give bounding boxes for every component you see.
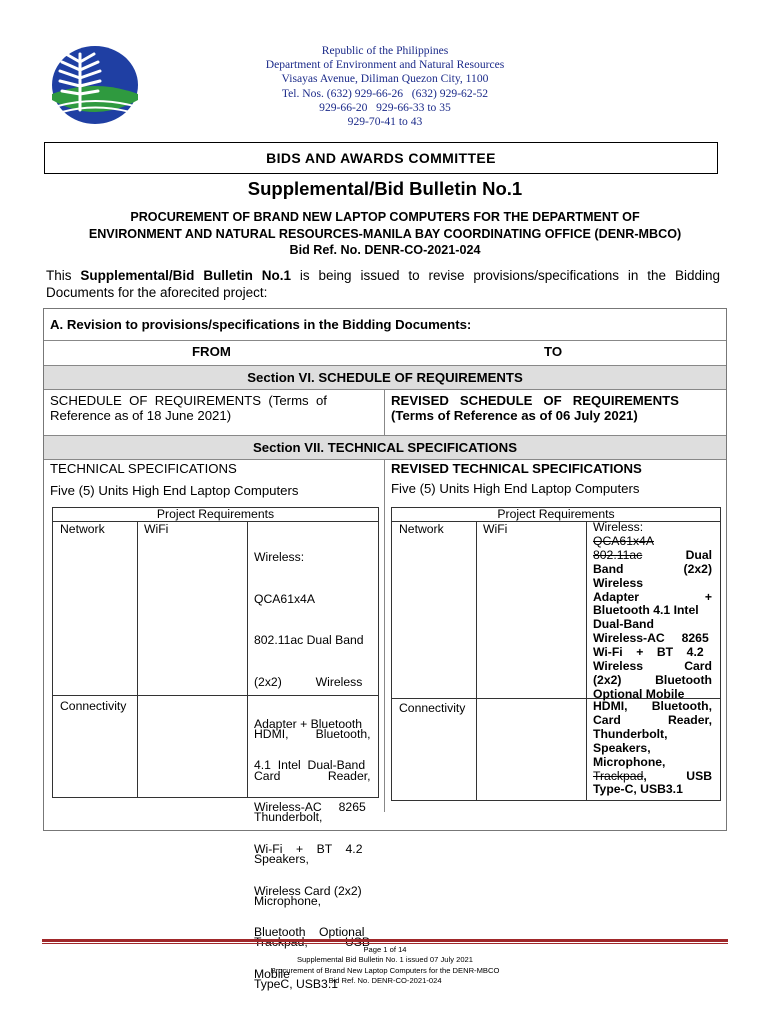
section-a-heading: A. Revision to provisions/specifications in the Bidding Documents: — [50, 317, 472, 332]
network-label: Network — [60, 522, 105, 536]
schedule-from: Reference as of 18 June 2021) — [50, 408, 232, 423]
revised-wireless-spec: Wireless: QCA61x4A 802.11ac Dual Band (2x2) Wireless Adapter + Bluetooth 4.1 Intel Dual-Band Wireless-AC 8265 Wi-Fi + BT 4.2 Wireless Card (2x2) Bluetooth Optional Mobile — [593, 520, 712, 701]
project-requirements-header: Project Requirements — [497, 507, 615, 521]
wifi-label: WiFi — [483, 522, 508, 536]
connectivity-label: Connectivity — [60, 699, 127, 713]
bid-ref: Bid Ref. No. DENR-CO-2021-024 — [289, 243, 481, 257]
intro-bold: Supplemental/Bid Bulletin No.1 — [80, 268, 291, 283]
schedule-to: (Terms of Reference as of 06 July 2021) — [391, 408, 638, 423]
to-header: TO — [544, 344, 563, 359]
header-line: 929-66-20 929-66-33 to 35 — [319, 100, 451, 114]
footer-line: Procurement of Brand New Laptop Computers for the DENR-MBCO — [270, 965, 500, 975]
connectivity-label: Connectivity — [399, 701, 466, 715]
network-label: Network — [399, 522, 444, 536]
header-line: Tel. Nos. (632) 929-66-26 (632) 929-62-52 — [281, 86, 489, 100]
footer-line: Supplemental Bid Bulletin No. 1 issued 07 July 2021 — [296, 955, 474, 965]
from-spec-table — [52, 507, 379, 992]
procurement-heading — [40, 209, 730, 259]
units-to: Five (5) Units High End Laptop Computers — [391, 481, 640, 496]
footer-rule — [42, 939, 728, 942]
from-header: FROM — [192, 344, 231, 359]
schedule-from: SCHEDULE OF REQUIREMENTS (Terms of — [50, 393, 327, 408]
header-line: 929-70-41 to 43 — [347, 115, 423, 129]
section7-heading: Section VII. TECHNICAL SPECIFICATIONS — [252, 440, 518, 455]
page-number: Page 1 of 14 — [363, 945, 407, 954]
header-line: Visayas Avenue, Diliman Quezon City, 1100 — [281, 72, 489, 86]
bulletin-title: Supplemental/Bid Bulletin No.1 — [247, 178, 523, 199]
header-line: Republic of the Philippines — [321, 44, 449, 57]
wireless-spec: Wireless: QCA61x4A 802.11ac Dual Band (2x2) Wireless Adapter + Bluetooth 4.1 Intel Dual-Band Wireless-AC 8265 Wi-Fi + BT 4.2 Wireless Card (2x2) Bluetooth Optional Mobile — [254, 549, 366, 981]
footer-line: Bid Ref. No. DENR-CO-2021-024 — [328, 976, 442, 986]
footer-rule — [42, 943, 728, 944]
committee-box: BIDS AND AWARDS COMMITTEE — [44, 142, 718, 174]
procurement-line: ENVIRONMENT AND NATURAL RESOURCES-MANILA BAY COORDINATING OFFICE (DENR-MBCO) — [88, 226, 682, 241]
agency-header — [200, 44, 570, 129]
intro-paragraph — [46, 267, 720, 301]
tech-specs-from: TECHNICAL SPECIFICATIONS — [50, 461, 237, 476]
page-footer — [0, 945, 770, 987]
procurement-line: PROCUREMENT OF BRAND NEW LAPTOP COMPUTERS FOR THE DEPARTMENT OF — [130, 210, 640, 224]
header-line: Department of Environment and Natural Resources — [265, 58, 505, 72]
units-from: Five (5) Units High End Laptop Computers — [50, 483, 299, 498]
project-requirements-header: Project Requirements — [156, 507, 275, 521]
section6-heading: Section VI. SCHEDULE OF REQUIREMENTS — [247, 370, 523, 385]
schedule-to: REVISED SCHEDULE OF REQUIREMENTS — [391, 393, 679, 408]
intro-text: is being issued to revise provisions/specifications in the Bidding Documents for the aforecited project: — [46, 268, 720, 300]
to-spec-table — [391, 507, 721, 801]
connectivity-spec: HDMI, Bluetooth, Card Reader, Thunderbolt, Speakers, Microphone, TypeC, USB3.1 — [254, 726, 371, 992]
intro-text: This — [46, 268, 81, 283]
tech-specs-to: REVISED TECHNICAL SPECIFICATIONS — [391, 461, 642, 476]
wifi-label: WiFi — [144, 522, 169, 536]
revised-connectivity-spec: HDMI, Bluetooth, Card Reader, Thunderbolt, Speakers, Microphone, Trackpad, USB Type-C, USB3.1 — [593, 699, 712, 797]
denr-logo-icon — [50, 44, 140, 126]
